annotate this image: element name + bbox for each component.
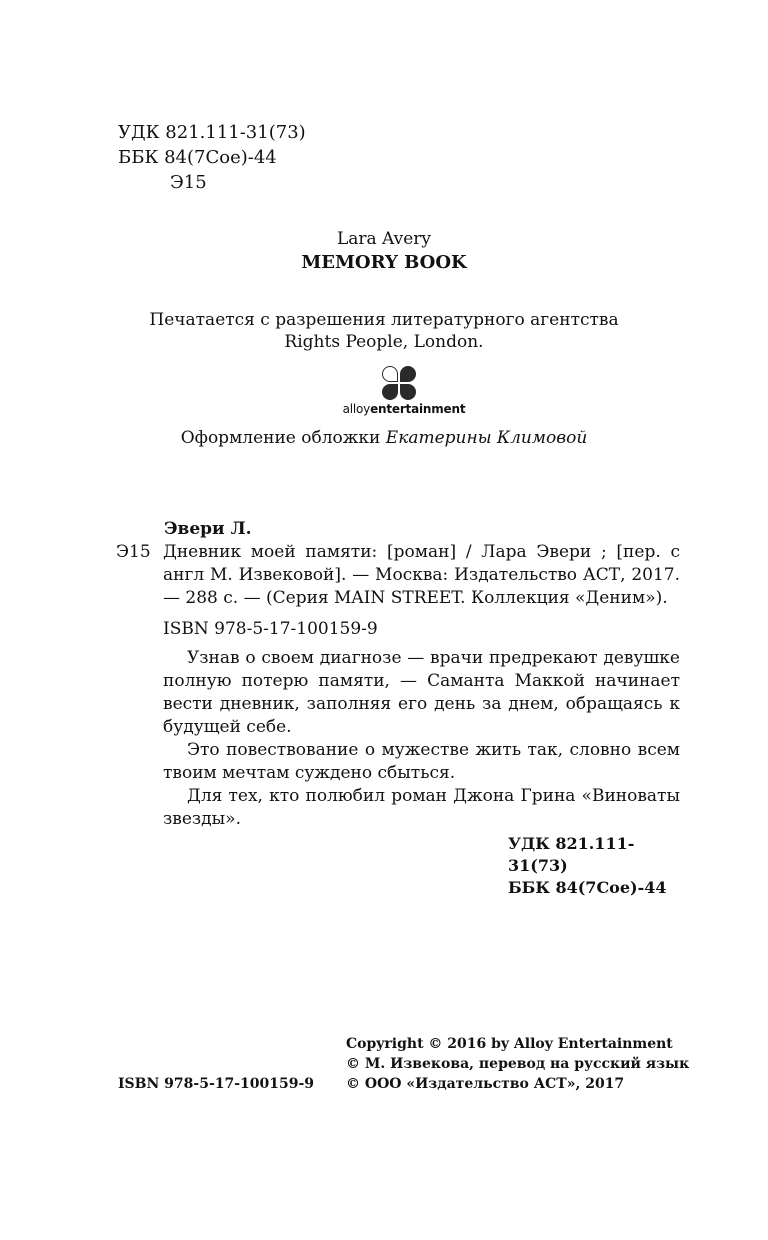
cover-credit-prefix: Оформление обложки: [180, 428, 386, 448]
classification-block: [118, 120, 306, 195]
udk-code: УДК 821.111-31(73): [118, 122, 306, 143]
annotation-paragraph: Узнав о своем диагнозе — врачи предрекают девушке полную потерю памяти, — Саманта Маккой начинает вести дневник, заполняя его день за днем, обращаясь к будущей себе.: [163, 648, 680, 737]
card-bbk: ББК 84(7Сое)-44: [508, 878, 667, 897]
permission-line-1: Печатается с разрешения литературного агентства: [149, 310, 619, 330]
original-author: Lara Avery: [336, 229, 432, 249]
permission-line-2: Rights People, London.: [284, 332, 484, 352]
original-title: MEMORY BOOK: [301, 252, 467, 273]
clover-icon: [382, 366, 416, 400]
logo-text-light: alloy: [342, 402, 371, 416]
alloy-logo: [334, 366, 474, 422]
card-author-mark: Э15: [116, 542, 151, 562]
catalog-card: [116, 518, 680, 899]
card-isbn: ISBN 978-5-17-100159-9: [163, 619, 378, 639]
card-description: Дневник моей памяти: [роман] / Лара Эвери ; [пер. с англ М. Извековой]. — Москва: Издательство АСТ, 2017. — 288 с. — (Серия MAIN STREET. Коллекция «Деним»).: [163, 542, 680, 608]
cover-design-credit: [0, 427, 768, 449]
copyright-line-2: © М. Извекова, перевод на русский язык: [346, 1056, 690, 1072]
isbn-footer: ISBN 978-5-17-100159-9: [118, 1076, 315, 1092]
cover-designer-name: Екатерины Климовой: [385, 428, 588, 448]
bbk-code: ББК 84(7Сое)-44: [118, 147, 277, 168]
copyright-line-3: © ООО «Издательство АСТ», 2017: [346, 1076, 625, 1092]
card-annotation: [163, 647, 680, 831]
card-heading: Эвери Л.: [164, 519, 252, 539]
copyright-line-1: Copyright © 2016 by Alloy Entertainment: [346, 1036, 673, 1052]
original-title-block: [0, 228, 768, 276]
permission-notice: [0, 309, 768, 353]
copyright-block: [346, 1034, 689, 1094]
card-codes: [508, 833, 680, 899]
author-mark: Э15: [170, 172, 207, 193]
annotation-paragraph: Для тех, кто полюбил роман Джона Грина «Виноваты звезды».: [163, 786, 680, 829]
annotation-paragraph: Это повествование о мужестве жить так, словно всем твоим мечтам суждено сбыться.: [163, 740, 680, 783]
card-udk: УДК 821.111-31(73): [508, 834, 635, 875]
logo-text-bold: entertainment: [370, 402, 466, 416]
logo-wordmark: [334, 402, 474, 416]
